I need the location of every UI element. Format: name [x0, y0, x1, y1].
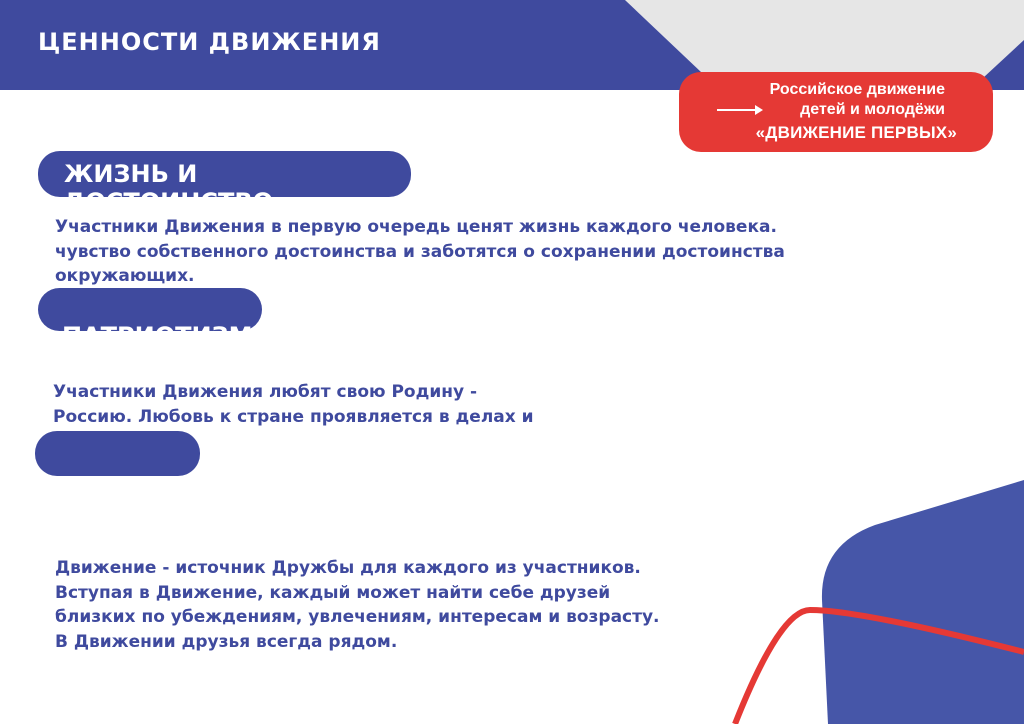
logo-arrow-icon: [717, 109, 761, 111]
movement-logo: [679, 72, 993, 152]
section-title-life: ЖИЗНЬ И ДОСТОИНСТВО: [38, 151, 411, 197]
section-text-friendship: Движение - источник Дружбы для каждого из участников. Вступая в Движение, каждый может найти себе друзей близких по убеждениям, увлечениям, интересам и возрасту. В Движении друзья всегда рядом.: [55, 558, 660, 652]
page-title: ЦЕННОСТИ ДВИЖЕНИЯ: [38, 28, 381, 56]
corner-blue-shape: [822, 480, 1024, 724]
logo-line-1: Российское движение: [769, 81, 945, 98]
logo-line-2: детей и молодёжи: [800, 101, 945, 118]
section-title-friendship: [35, 431, 200, 476]
section-title-patriotism-label: ПАТРИОТИЗМ: [62, 322, 253, 350]
logo-line-3: «ДВИЖЕНИЕ ПЕРВЫХ»: [755, 123, 957, 142]
section-text-life: Участники Движения в первую очередь ценят жизнь каждого человека. чувство собственного достоинства и заботятся о сохранении достоинства окружающих.: [55, 217, 785, 286]
section-title-patriotism: [38, 288, 262, 350]
section-text-patriotism: Участники Движения любят свою Родину - Россию. Любовь к стране проявляется в делах и: [53, 382, 534, 427]
